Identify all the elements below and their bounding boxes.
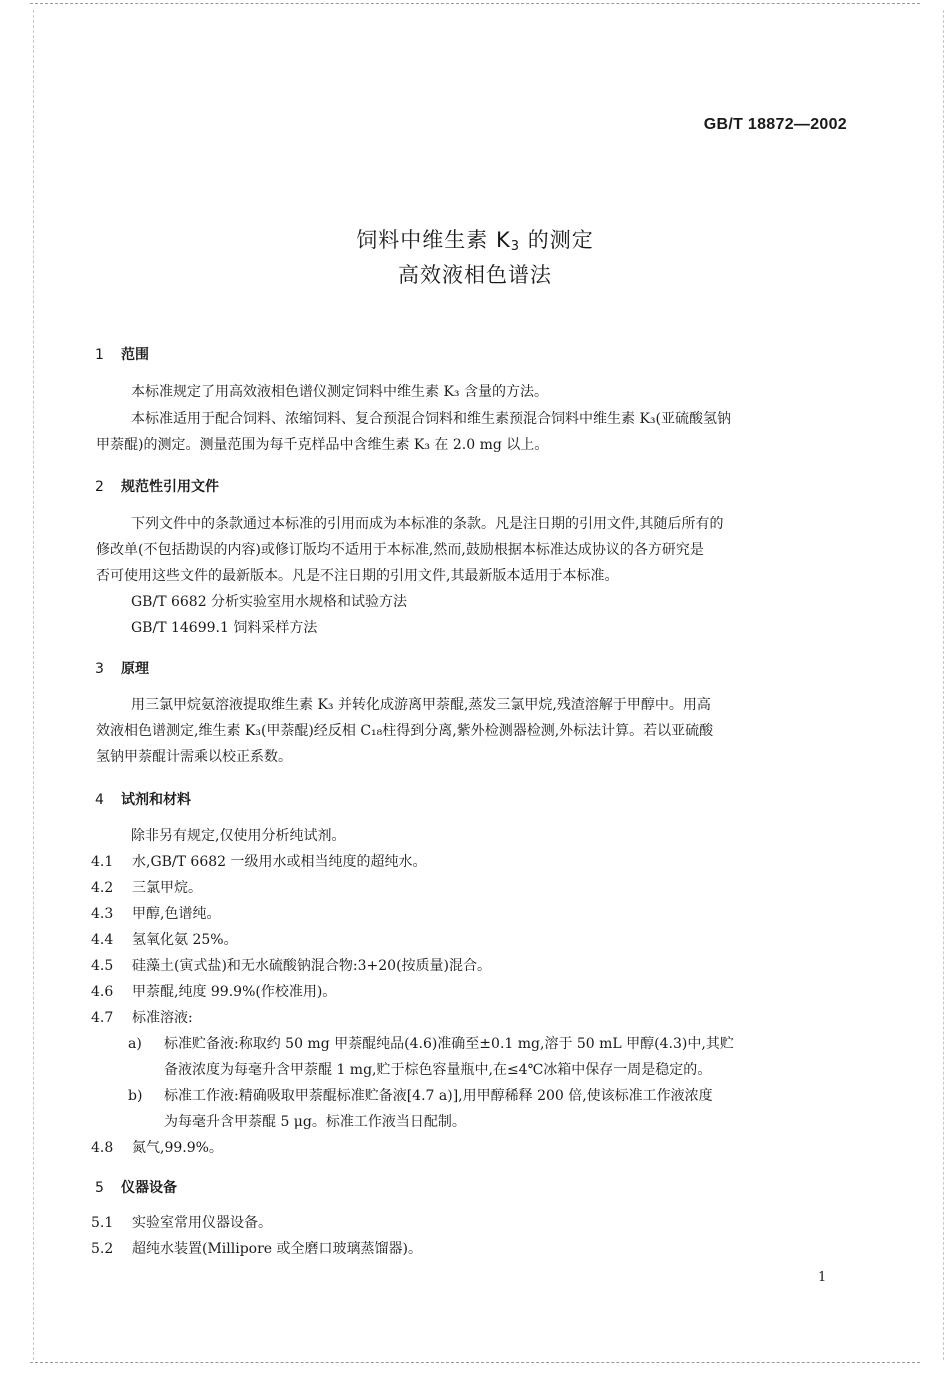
- item-text: 氢氧化氨 25%。: [132, 932, 238, 948]
- paragraph-line: 甲萘醌)的测定。测量范围为每千克样品中含维生素 K₃ 在 2.0 mg 以上。: [96, 437, 549, 453]
- paragraph-line: 修改单(不包括勘误的内容)或修订版均不适用于本标准,然而,鼓励根据本标准达成协议的各方研究是: [96, 542, 704, 558]
- section-number: 1: [95, 347, 104, 363]
- list-item: [91, 853, 427, 871]
- item-number: 4.1: [91, 854, 114, 870]
- sub-item-mark: a): [128, 1036, 142, 1052]
- title-suffix: 的测定: [520, 228, 594, 252]
- item-number: 5.2: [91, 1241, 114, 1257]
- list-item: [91, 957, 491, 975]
- scan-border-bottom: [30, 1362, 920, 1363]
- paragraph-line: 下列文件中的条款通过本标准的引用而成为本标准的条款。凡是注日期的引用文件,其随后所有的: [131, 516, 724, 532]
- section-title: 规范性引用文件: [121, 479, 219, 495]
- reference-item: GB/T 14699.1 饲料采样方法: [131, 620, 318, 636]
- sub-item-continuation: 备液浓度为每毫升含甲萘醌 1 mg,贮于棕色容量瓶中,在≤4℃冰箱中保存一周是稳定的。: [164, 1062, 712, 1078]
- section-heading-1: [95, 344, 149, 364]
- section-heading-4: [95, 789, 191, 809]
- section-title: 试剂和材料: [121, 792, 191, 808]
- reference-item: GB/T 6682 分析实验室用水规格和试验方法: [131, 594, 408, 610]
- paragraph-line: 否可使用这些文件的最新版本。凡是不注日期的引用文件,其最新版本适用于本标准。: [96, 568, 619, 584]
- title-prefix: 饲料中维生素 K: [356, 228, 511, 252]
- item-number: 4.7: [91, 1010, 114, 1026]
- item-number: 4.8: [91, 1140, 114, 1156]
- item-text: 三氯甲烷。: [132, 880, 202, 896]
- list-item: [91, 1214, 272, 1232]
- sub-item-text: 标准贮备液:称取约 50 mg 甲萘醌纯品(4.6)准确至±0.1 mg,溶于 50 mL 甲醇(4.3)中,其贮: [164, 1036, 734, 1052]
- item-text: 实验室常用仪器设备。: [132, 1215, 272, 1231]
- section-title: 范围: [121, 347, 149, 363]
- list-item: [91, 931, 238, 949]
- paragraph-line: 效液相色谱测定,维生素 K₃(甲萘醌)经反相 C₁₈柱得到分离,紫外检测器检测,外标法计算。若以亚硫酸: [96, 723, 714, 739]
- list-item: [91, 879, 202, 897]
- section-number: 2: [95, 479, 104, 495]
- paragraph-line: 除非另有规定,仅使用分析纯试剂。: [131, 828, 346, 844]
- list-item: [91, 1240, 422, 1258]
- item-text: 超纯水装置(Millipore 或全磨口玻璃蒸馏器)。: [132, 1241, 422, 1257]
- list-item: [91, 983, 336, 1001]
- sub-item-text: 标准工作液:精确吸取甲萘醌标准贮备液[4.7 a)],用甲醇稀释 200 倍,使该标准工作液浓度: [164, 1088, 713, 1104]
- item-text: 标准溶液:: [132, 1010, 193, 1026]
- item-text: 甲萘醌,纯度 99.9%(作校准用)。: [132, 984, 337, 1000]
- section-heading-3: [95, 658, 149, 678]
- item-text: 甲醇,色谱纯。: [132, 906, 221, 922]
- section-title: 仪器设备: [121, 1180, 177, 1196]
- sub-item-b: [128, 1087, 713, 1105]
- scan-border-right: [943, 10, 944, 1360]
- item-number: 4.2: [91, 880, 114, 896]
- item-text: 硅藻土(寅式盐)和无水硫酸钠混合物:3+20(按质量)混合。: [132, 958, 492, 974]
- item-number: 5.1: [91, 1215, 114, 1231]
- sub-item-mark: b): [128, 1088, 143, 1104]
- title-subscript: 3: [510, 239, 521, 254]
- section-number: 5: [95, 1180, 104, 1196]
- section-heading-5: [95, 1177, 177, 1197]
- list-item: [91, 1009, 193, 1027]
- item-number: 4.5: [91, 958, 114, 974]
- section-number: 4: [95, 792, 104, 808]
- sub-item-a: [128, 1035, 734, 1053]
- item-text: 水,GB/T 6682 一级用水或相当纯度的超纯水。: [132, 854, 427, 870]
- section-number: 3: [95, 661, 104, 677]
- list-item: [91, 1139, 223, 1157]
- section-heading-2: [95, 476, 219, 496]
- item-number: 4.4: [91, 932, 114, 948]
- scan-border-left: [33, 10, 34, 1360]
- list-item: [91, 905, 220, 923]
- section-title: 原理: [121, 661, 149, 677]
- standard-code: GB/T 18872—2002: [703, 116, 847, 133]
- scan-border-top: [30, 3, 920, 4]
- document-title-line1: [0, 224, 950, 254]
- item-number: 4.6: [91, 984, 114, 1000]
- page-number: 1: [818, 1270, 827, 1285]
- paragraph-line: 用三氯甲烷氨溶液提取维生素 K₃ 并转化成游离甲萘醌,蒸发三氯甲烷,残渣溶解于甲醇中。用高: [131, 697, 711, 713]
- document-title-line2: 高效液相色谱法: [398, 263, 552, 287]
- item-number: 4.3: [91, 906, 114, 922]
- sub-item-continuation: 为每毫升含甲萘醌 5 μg。标准工作液当日配制。: [164, 1114, 466, 1130]
- paragraph-line: 本标准规定了用高效液相色谱仪测定饲料中维生素 K₃ 含量的方法。: [131, 384, 548, 400]
- paragraph-line: 本标准适用于配合饲料、浓缩饲料、复合预混合饲料和维生素预混合饲料中维生素 K₃(亚硫酸氢钠: [131, 411, 731, 427]
- item-text: 氮气,99.9%。: [132, 1140, 223, 1156]
- paragraph-line: 氢钠甲萘醌计需乘以校正系数。: [96, 749, 292, 765]
